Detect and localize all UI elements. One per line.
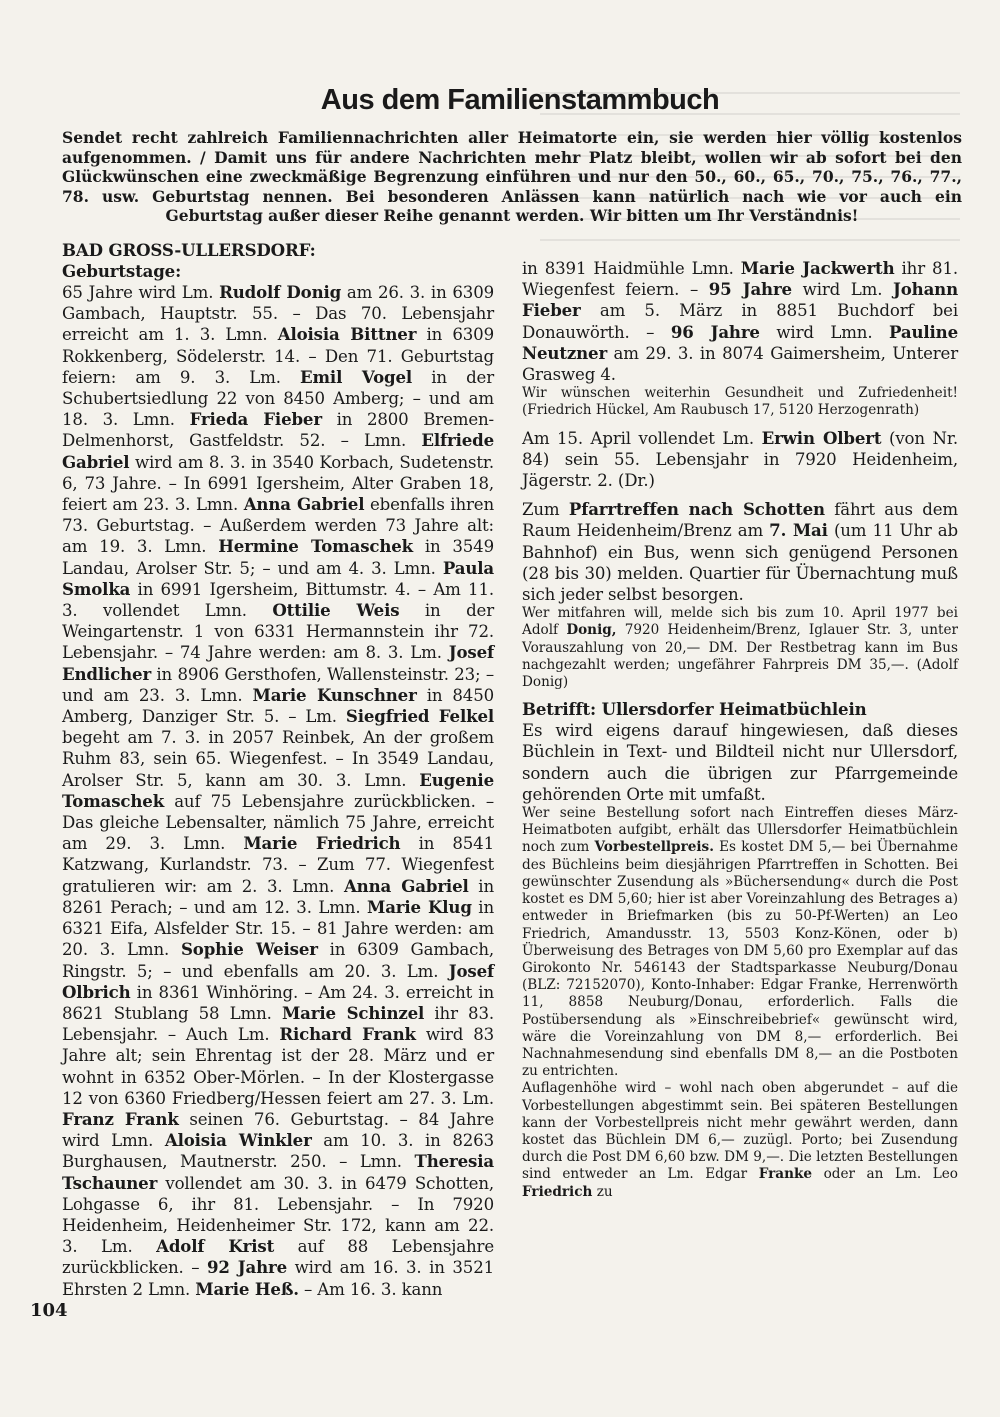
text-run: 7920 Heidenheim/Brenz, Iglauer Str. 3, unter Vorauszahlung von 20,— DM. Der Restbetrag kann im Bus nachgezahlt werden; ungefährer Fahrpreis DM 35,—. (Adolf Donig) [522, 622, 958, 691]
olbert-paragraph [522, 428, 958, 492]
highlighted-name: Marie Schinzel [281, 1002, 425, 1023]
highlighted-name: Josef Endlicher [62, 642, 494, 684]
text-run: Es kostet DM 5,— bei Übernahme des Büchleins beim diesjährigen Pfarrtreffen in Schotten. Bei gewünschter Zusendung als »Büchersendung« durch die Post kostet es DM 5,60; hier ist aber Voreinzahlung des Betrages a) entweder in Briefmarken (bis zu 50-Pf-Werten) an Leo Friedrich, Amandusstr. 13, 5503 Konz-Könen, oder b) Überweisung des Betrages von DM 5,60 pro Exemplar auf das Girokonto Nr. 546143 der Stadtsparkasse Neuburg/Donau (BLZ: 72152070), Konto-Inhaber: Edgar Franke, Herrenwörth 11, 8858 Neuburg/Donau, erforderlich. Falls die Postübersendung als »Einschreibebrief« gewünscht wird, wäre die Voreinzahlung von DM 8,— erforderlich. Bei Nachnahmesendung sind ebenfalls DM 8,— an die Postboten zu entrichten. [522, 839, 958, 1080]
text-run: Am 15. April vollendet Lm. [522, 428, 762, 448]
text-run: in 3549 Landau, Arolser Str. 5; – und am 4. 3. Lmn. [62, 537, 494, 578]
text-run: fährt aus dem Raum Heidenheim/Brenz am [522, 500, 958, 541]
text-run: am 29. 3. in 8074 Gaimersheim, Unterer Grasweg 4. [522, 343, 958, 385]
page-title: Aus dem Familienstammbuch [320, 84, 720, 116]
highlighted-name: 92 Jahre [206, 1257, 288, 1278]
text-run: wird am 16. 3. in 3521 Ehrsten 2 Lmn. [62, 1258, 495, 1299]
highlighted-name: Marie Friedrich [243, 833, 401, 854]
text-run: in 8261 Perach; – und am 12. 3. Lmn. [62, 876, 494, 917]
highlighted-name: Marie Jackwerth [740, 258, 895, 278]
highlighted-name: Ottilie Weis [272, 600, 400, 621]
highlighted-name: Franke [758, 1166, 813, 1183]
text-run: wird Lmn. [759, 322, 889, 342]
section-heading: BAD GROSS-ULLERSDORF: [62, 240, 316, 260]
highlighted-name: Sophie Weiser [180, 939, 318, 960]
text-run: ebenfalls ihren 73. Geburtstag. – Außerdem werden 73 Jahre alt: am 19. 3. Lmn. [62, 495, 494, 557]
highlighted-name: Frieda Fieber [189, 409, 322, 430]
highlighted-name: Eugenie Tomaschek [62, 769, 494, 811]
text-run: wird am 8. 3. in 3540 Korbach, Sudetenstr. 6, 73 Jahre. – In 6991 Igersheim, Alter Graben 18, feiert am 23. 3. Lmn. [62, 452, 494, 515]
left-column [62, 240, 494, 1300]
text-run: seinen 76. Geburtstag. – 84 Jahre wird Lmn. [62, 1109, 494, 1151]
intro-paragraph: Sendet recht zahlreich Familiennachrichten aller Heimatorte ein, sie werden hier völlig kostenlos aufgenommen. / Damit uns für andere Nachrichten mehr Platz bleibt, wollen wir ab sofort bei den Glückwünschen eine zweckmäßige Begrenzung einführen und nur den 50., 60., 65., 70., 75., 76., 77., 78. usw. Geburtstag nennen. Bei besonderen Anlässen kann natürlich nach wie vor auch ein Geburtstag außer dieser Reihe genannt werden. Wir bitten um Ihr Verständnis! [62, 128, 962, 226]
highlighted-name: Marie Klug [366, 896, 472, 917]
highlighted-name: Friedrich [522, 1183, 593, 1200]
text-run: in 2800 Bremen-Delmenhorst, Gastfeldstr. 52. – Lmn. [62, 410, 494, 451]
highlighted-name: Pauline Neutzner [522, 321, 958, 363]
text-run: in 6309 Gambach, Ringstr. 5; – und ebenfalls am 20. 3. Lm. [62, 940, 494, 981]
text-run: auf 88 Lebensjahre zurückblicken. – [62, 1237, 494, 1278]
highlighted-name: Hermine Tomaschek [218, 536, 414, 557]
text-run: in der Schubertsiedlung 22 von 8450 Amberg; – und am 18. 3. Lmn. [62, 367, 494, 430]
highlighted-name: Aloisia Winkler [164, 1130, 312, 1151]
highlighted-name: Emil Vogel [300, 366, 413, 387]
birthday-paragraph [62, 282, 494, 1300]
text-run: ihr 83. Lebensjahr. – Auch Lm. [62, 1003, 494, 1045]
text-run: Auflagenhöhe wird – wohl nach oben abgerundet – auf die Vorbestellungen abgestimmt sein. Bei späteren Bestellungen kann der Vorbestellpreis nicht mehr gewährt werden, dann kostet das Büchlein DM 6,— zuzügl. Porto; bei Zusendung durch die Post DM 6,60 bzw. DM 9,—. Die letzten Bestellungen sind entweder an Lm. Edgar [522, 1080, 958, 1183]
text-run: in der Weingartenstr. 1 von 6331 Hermannstein ihr 72. Lebensjahr. – 74 Jahre werden: am 8. 3. Lm. [62, 601, 494, 663]
text-run: zu [592, 1183, 613, 1200]
right-column [522, 258, 958, 1201]
highlighted-name: Johann Fieber [522, 279, 959, 321]
text-run: wird Lm. [791, 280, 894, 300]
highlighted-name: Rudolf Donig [219, 282, 342, 302]
highlighted-name: Pfarrtreffen nach Schotten [568, 499, 825, 520]
text-run: Zum [522, 500, 569, 520]
highlighted-name: Anna Gabriel [343, 875, 469, 896]
birthday-paragraph-continued [522, 258, 958, 385]
text-run: ihr 81. Wiegenfest feiern. – [522, 259, 958, 300]
text-run: Wer seine Bestellung sofort nach Eintreffen dieses März-Heimatboten aufgibt, erhält das Ullersdorfer Heimatbüchlein noch zum [522, 805, 958, 856]
text-run: in 8541 Katzwang, Kurlandstr. 73. – Zum 77. Wiegenfest gratulieren wir: am 2. 3. Lmn. [62, 834, 494, 896]
text-run: in 8906 Gersthofen, Wallensteinstr. 23; – und am 23. 3. Lmn. [62, 664, 494, 705]
wishes-paragraph: Wir wünschen weiterhin Gesundheit und Zufriedenheit! (Friedrich Hückel, Am Raubusch 17, 5120 Herzogenrath) [522, 385, 958, 419]
text-run: wird 83 Jahre alt; sein Ehrentag ist der 28. März und er wohnt in 6352 Ober-Mörlen. – In der Klostergasse 12 von 6360 Friedberg/Hessen feiert am 27. 3. Lm. [62, 1025, 495, 1108]
text-run: (von Nr. 84) sein 55. Lebensjahr in 7920 Heidenheim, Jägerstr. 2. (Dr.) [522, 428, 958, 491]
highlighted-name: Richard Frank [279, 1024, 416, 1045]
highlighted-name: 7. Mai [769, 520, 828, 541]
text-run: in 8450 Amberg, Danziger Str. 5. – Lm. [62, 685, 495, 727]
text-run: in 6309 Rokkenberg, Södelerstr. 14. – Den 71. Geburtstag feiern: am 9. 3. Lm. [62, 325, 494, 387]
text-run: in 6991 Igersheim, Bittumstr. 4. – Am 11. 3. vollendet Lmn. [62, 579, 494, 621]
bus-registration-paragraph [522, 605, 958, 691]
text-run: oder an Lm. Leo [812, 1166, 958, 1183]
edition-paragraph [522, 1080, 958, 1200]
text-run: am 5. März in 8851 Buchdorf bei Donauwörth. – [522, 301, 958, 342]
highlighted-name: Donig, [566, 622, 617, 639]
text-run: auf 75 Lebensjahre zurückblicken. – Das gleiche Lebensalter, nämlich 75 Jahre, erreicht am 29. 3. Lmn. [62, 791, 494, 854]
highlighted-name: Siegfried Felkel [345, 706, 495, 727]
text-run: in 6321 Eifa, Alsfelder Str. 15. – 81 Jahre werden: am 20. 3. Lmn. [62, 897, 494, 960]
text-run: vollendet am 30. 3. in 6479 Schotten, Lohgasse 6, ihr 81. Lebensjahr. – In 7920 Heidenheim, Heidenheimer Str. 172, kann am 22. 3. Lm. [62, 1173, 494, 1257]
pfarrtreffen-paragraph [522, 499, 958, 605]
heimatbuechlein-heading: Betrifft: Ullersdorfer Heimatbüchlein [522, 699, 867, 720]
order-paragraph [522, 805, 958, 1080]
text-run: am 10. 3. in 8263 Burghausen, Mautnerstr. 250. – Lmn. [62, 1131, 494, 1172]
highlighted-name: Paula Smolka [62, 557, 494, 599]
heimatbuechlein-intro: Es wird eigens darauf hingewiesen, daß dieses Büchlein in Text- und Bildteil nicht nur Ullersdorf, sondern auch die übrigen zur Pfarrgemeinde gehörenden Orte mit umfaßt. [522, 721, 958, 804]
text-run: am 26. 3. in 6309 Gambach, Hauptstr. 55. – Das 70. Lebensjahr erreicht am 1. 3. Lmn. [62, 283, 495, 345]
highlighted-name: Franz Frank [62, 1108, 179, 1129]
text-run: – Am 16. 3. kann [298, 1279, 443, 1299]
page-number: 104 [30, 1300, 68, 1321]
highlighted-name: Vorbestellpreis. [594, 839, 714, 856]
highlighted-name: Josef Olbrich [62, 960, 494, 1002]
highlighted-name: Marie Kunschner [252, 684, 417, 705]
section-subheading: Geburtstage: [62, 261, 182, 281]
text-run: 65 Jahre wird Lm. [62, 283, 220, 302]
highlighted-name: Erwin Olbert [761, 427, 882, 448]
text-run: in 8361 Winhöring. – Am 24. 3. erreicht in 8621 Stublang 58 Lmn. [62, 982, 494, 1023]
text-run: Wer mitfahren will, melde sich bis zum 10. April 1977 bei Adolf [522, 605, 958, 639]
highlighted-name: Elfriede Gabriel [62, 430, 494, 472]
highlighted-name: Adolf Krist [156, 1236, 275, 1257]
highlighted-name: Anna Gabriel [243, 494, 365, 515]
highlighted-name: Aloisia Bittner [277, 324, 417, 345]
highlighted-name: 95 Jahre [708, 279, 792, 300]
highlighted-name: 96 Jahre [670, 321, 760, 342]
text-run: begeht am 7. 3. in 2057 Reinbek, An der großem Ruhm 83, sein 65. Wiegenfest. – In 3549 Landau, Arolser Str. 5, kann am 30. 3. Lmn. [62, 728, 494, 790]
highlighted-name: Theresia Tschauner [62, 1151, 494, 1193]
text-run: (um 11 Uhr ab Bahnhof) ein Bus, wenn sich genügend Personen (28 bis 30) melden. Quartier für Übernachtung muß sich jeder selbst besorgen. [522, 521, 958, 605]
text-run: in 8391 Haidmühle Lmn. [522, 259, 741, 278]
highlighted-name: Marie Heß. [195, 1278, 299, 1299]
